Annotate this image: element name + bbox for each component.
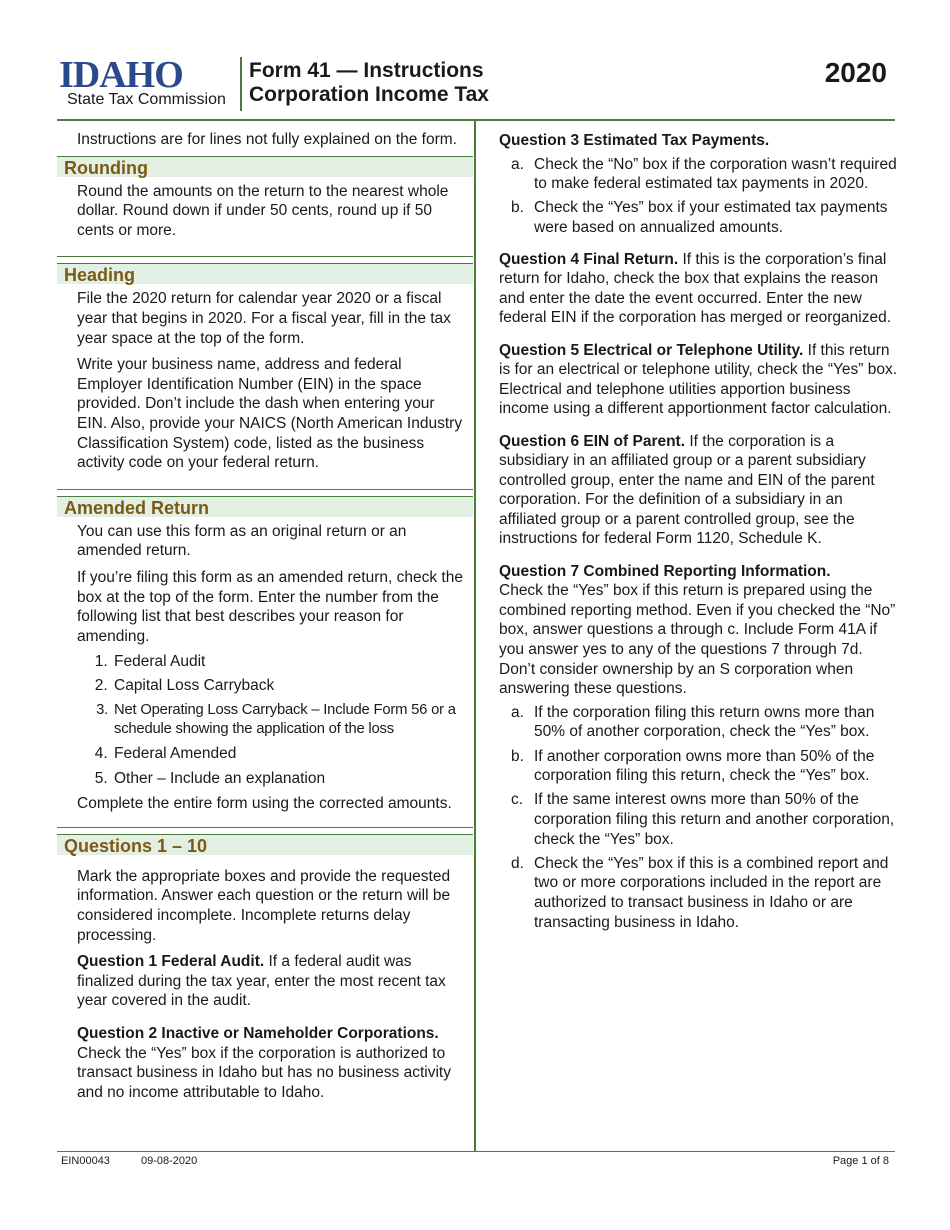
section-heading-rounding: Rounding [57,156,473,177]
question-1-text: If a federal audit was finalized during the tax year, enter the most recent tax year covered in the audit. [77,953,446,1010]
question-7 [499,562,899,699]
amend-reason-item: 3. Net Operating Loss Carryback – Include Form 56 or a schedule showing the application of the loss [112,701,473,740]
amend-reason-item: 2. Capital Loss Carryback [112,676,473,696]
rounding-text: Round the amounts on the return to the nearest whole dollar. Round down if under 50 cents, round up if 50 cents or more. [77,182,449,239]
question-2-text: Check the “Yes” box if the corporation is authorized to transact business in Idaho but has no business activity and no income attributable to Idaho. [77,1044,451,1101]
intro-text: Instructions are for lines not fully explained on the form. [77,131,457,148]
item-marker: c. [511,791,524,809]
amend-reason-item: 5. Other – Include an explanation [112,769,473,789]
question-7-item [499,854,899,932]
question-3-title [499,128,899,151]
question-6-text: If the corporation is a subsidiary in an affiliated group or a parent subsidiary controlled group, enter the name and EIN of the parent corporation. For the definition of a subsidiary in an affiliated group or a parent controlled group, see the instructions for federal Form 1120, Schedule K. [499,432,875,548]
logo-subtitle: State Tax Commission [67,91,226,108]
question-7-item [499,790,899,849]
form-title-line1: Form 41 — Instructions [249,59,484,82]
item-marker: a. [511,155,524,173]
item-marker: a. [511,703,524,721]
questions-section [57,860,473,1103]
question-7-text: Check the “Yes” box if this return is prepared using the combined reporting method. Even if you checked the “No” box, answer questions a through c. Include Form 41A if you answer yes to any of the questions 7 through 7d. Don’t consider ownership by an S corporation when answering these questions. [499,582,896,698]
question-4-title: Question 4 Final Return. [499,250,679,268]
question-7-item [499,703,899,742]
question-7-item [499,747,899,786]
item-text: If another corporation owns more than 50% of the corporation filing this return, check the “Yes” box. [534,747,875,785]
question-4-text: If this is the corporation’s final return for Idaho, check the box that explains the reason and enter the date the event occurred. Enter the new federal EIN if the corporation has merged or reorganized. [499,250,892,327]
item-marker: b. [511,199,524,217]
right-column [499,128,899,937]
column-divider [474,120,476,1152]
amend-reason-list [57,652,473,788]
item-text: Check the “Yes” box if your estimated tax payments were based on annualized amounts. [534,199,888,236]
section-heading-heading: Heading [57,263,473,284]
form-title [249,59,489,107]
idaho-tax-commission-logo [57,54,237,112]
question-3-item [499,155,899,194]
item-marker: b. [511,747,524,765]
question-2-title: Question 2 Inactive or Nameholder Corporations. [77,1024,439,1042]
left-column [57,128,473,1102]
item-text: Check the “No” box if the corporation wasn’t required to make federal estimated tax payments in 2020. [534,155,897,193]
item-text: Check the “Yes” box if this is a combined report and two or more corporations included in the report are authorized to transact business in Idaho or are transacting business in Idaho. [534,854,889,931]
question-3-list [499,155,899,238]
question-5 [499,341,899,419]
item-marker: d. [511,854,524,872]
question-4 [499,250,899,328]
question-5-title: Question 5 Electrical or Telephone Utility. [499,341,804,359]
question-3-title-text: Question 3 Estimated Tax Payments. [499,132,770,149]
header-rule [57,119,895,121]
page-header [57,55,895,121]
amended-paragraph-2: If you’re filing this form as an amended return, check the box at the top of the form. Enter the number from the following list that best describes your reason for amending. [77,568,463,645]
amend-reason-item: 4. Federal Amended [112,744,473,764]
form-title-line2: Corporation Income Tax [249,83,489,106]
item-text: If the same interest owns more than 50% of the corporation filing this return and another corporation, check the “Yes” box. [534,791,895,848]
amended-return-section [57,522,473,647]
question-7-title: Question 7 Combined Reporting Information. [499,562,831,580]
header-divider [240,57,242,111]
questions-intro: Mark the appropriate boxes and provide the requested information. Answer each question or the return will be considered incomplete. Incomplete returns delay processing. [77,867,451,944]
footer-date: 09-08-2020 [141,1155,198,1167]
heading-section [57,289,473,472]
amend-reason-item: 1. Federal Audit [112,652,473,672]
logo-wordmark: IDAHO [59,54,183,96]
question-6 [499,432,899,550]
tax-year: 2020 [824,57,887,88]
section-separator [57,473,473,490]
section-heading-amended-return: Amended Return [57,496,473,517]
section-separator [57,240,473,257]
item-text: If the corporation filing this return owns more than 50% of another corporation, check the “Yes” box. [534,703,875,741]
question-1 [77,952,467,1011]
amended-closing: Complete the entire form using the corrected amounts. [77,795,452,813]
footer-page-number: Page 1 of 8 [832,1155,889,1167]
question-6-title: Question 6 EIN of Parent. [499,432,686,450]
question-7-list [499,703,899,932]
amended-paragraph-1: You can use this form as an original return or an amended return. [77,522,407,560]
question-5-text: If this return is for an electrical or telephone utility, check the “Yes” box. Electrical and telephone utilities apportion business income using a different apportionment factor calculation. [499,341,898,418]
footer-form-id: EIN00043 [61,1155,110,1167]
question-2 [77,1024,467,1102]
section-heading-questions: Questions 1 – 10 [57,834,473,855]
question-1-title: Question 1 Federal Audit. [77,953,265,971]
rounding-section [57,182,473,241]
question-3-item [499,198,899,237]
heading-paragraph-1: File the 2020 return for calendar year 2020 or a fiscal year that begins in 2020. For a fiscal year, fill in the tax year space at the top of the form. [77,290,451,347]
heading-paragraph-2: Write your business name, address and federal Employer Identification Number (EIN) in the space provided. Don’t include the dash when entering your EIN. Also, provide your NAICS (North American Industry Classification System) code, listed as the business activity code on your federal return. [77,356,463,472]
section-separator [57,814,473,828]
footer-rule [57,1151,895,1152]
